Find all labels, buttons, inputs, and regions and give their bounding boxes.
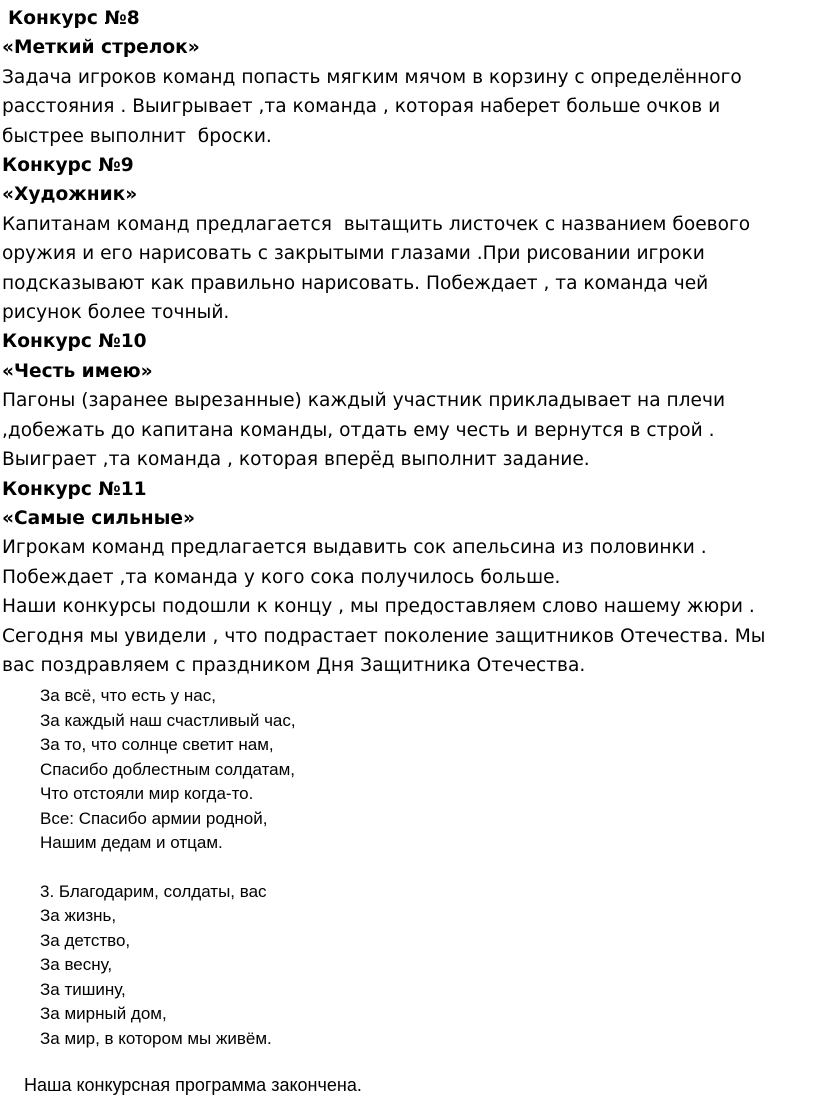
- poem-verse-2: [0, 880, 816, 1052]
- poem-line: 3. Благодарим, солдаты, вас: [40, 881, 267, 901]
- poem-line: За мир, в котором мы живём.: [40, 1028, 272, 1048]
- poem-line: За то, что солнце светит нам,: [40, 735, 274, 755]
- contest-text-line: расстояния . Выигрывает ,та команда , которая наберет больше очков и: [2, 96, 721, 118]
- contest-text-line: подсказывают как правильно нарисовать. Побеждает , та команда чей: [2, 272, 709, 294]
- contest-text-line: Пагоны (заранее вырезанные) каждый участник прикладывает на плечи: [2, 390, 726, 412]
- contest-name: «Самые сильные»: [2, 507, 196, 529]
- contest-text-line: оружия и его нарисовать с закрытыми глазами .При рисовании игроки: [2, 243, 705, 265]
- contest-number: Конкурс №8: [8, 8, 140, 29]
- contest-name: «Честь имею»: [2, 360, 153, 382]
- contest-text-line: Игрокам команд предлагается выдавить сок апельсина из половинки .: [2, 537, 707, 559]
- poem-line: Спасибо доблестным солдатам,: [40, 759, 296, 779]
- contest-text-line: рисунок более точный.: [2, 302, 230, 324]
- poem-line: Что отстояли мир когда-то.: [40, 784, 254, 804]
- poem-spacer: [0, 856, 816, 880]
- contest-text-line: Сегодня мы увидели , что подрастает поколение защитников Отечества. Мы: [2, 625, 766, 647]
- closing-text: Наша конкурсная программа закончена.: [24, 1075, 362, 1096]
- poem-line: За тишину,: [40, 979, 126, 999]
- contest-text-line: ,добежать до капитана команды, отдать ему честь и вернутся в строй .: [2, 419, 715, 441]
- contest-text-line: быстрее выполнит броски.: [2, 125, 272, 147]
- contest-text-line: Задача игроков команд попасть мягким мячом в корзину с определённого: [2, 66, 742, 88]
- contest-number: Конкурс №11: [2, 478, 147, 500]
- contest-text-line: Побеждает ,та команда у кого сока получилось больше.: [2, 566, 561, 588]
- contest-11: [0, 475, 816, 681]
- poem-line: За весну,: [40, 955, 113, 975]
- contest-text-line: вас поздравляем с праздником Дня Защитника Отечества.: [2, 654, 586, 676]
- contest-9: [0, 151, 816, 327]
- contest-text-line: Наши конкурсы подошли к концу , мы предоставляем слово нашему жюри .: [2, 596, 755, 618]
- contest-name: «Художник»: [2, 184, 138, 206]
- contest-number: Конкурс №9: [2, 155, 134, 177]
- poem-line: За мирный дом,: [40, 1004, 167, 1024]
- contest-text-line: Капитанам команд предлагается вытащить листочек с названием боевого: [2, 213, 751, 235]
- poem-line: Все: Спасибо армии родной,: [40, 808, 268, 828]
- poem-line: За жизнь,: [40, 906, 117, 926]
- poem-line: За детство,: [40, 930, 131, 950]
- contest-name: «Меткий стрелок»: [2, 37, 200, 59]
- poem-line: За каждый наш счастливый час,: [40, 710, 296, 730]
- poem-line: За всё, что есть у нас,: [40, 686, 216, 706]
- contest-8: [0, 4, 816, 151]
- contest-text-line: Выиграет ,та команда , которая вперёд выполнит задание.: [2, 449, 590, 471]
- poem-line: Нашим дедам и отцам.: [40, 833, 223, 853]
- poem-verse-1: [0, 684, 816, 856]
- contest-number: Конкурс №10: [2, 331, 147, 353]
- contest-10: [0, 327, 816, 474]
